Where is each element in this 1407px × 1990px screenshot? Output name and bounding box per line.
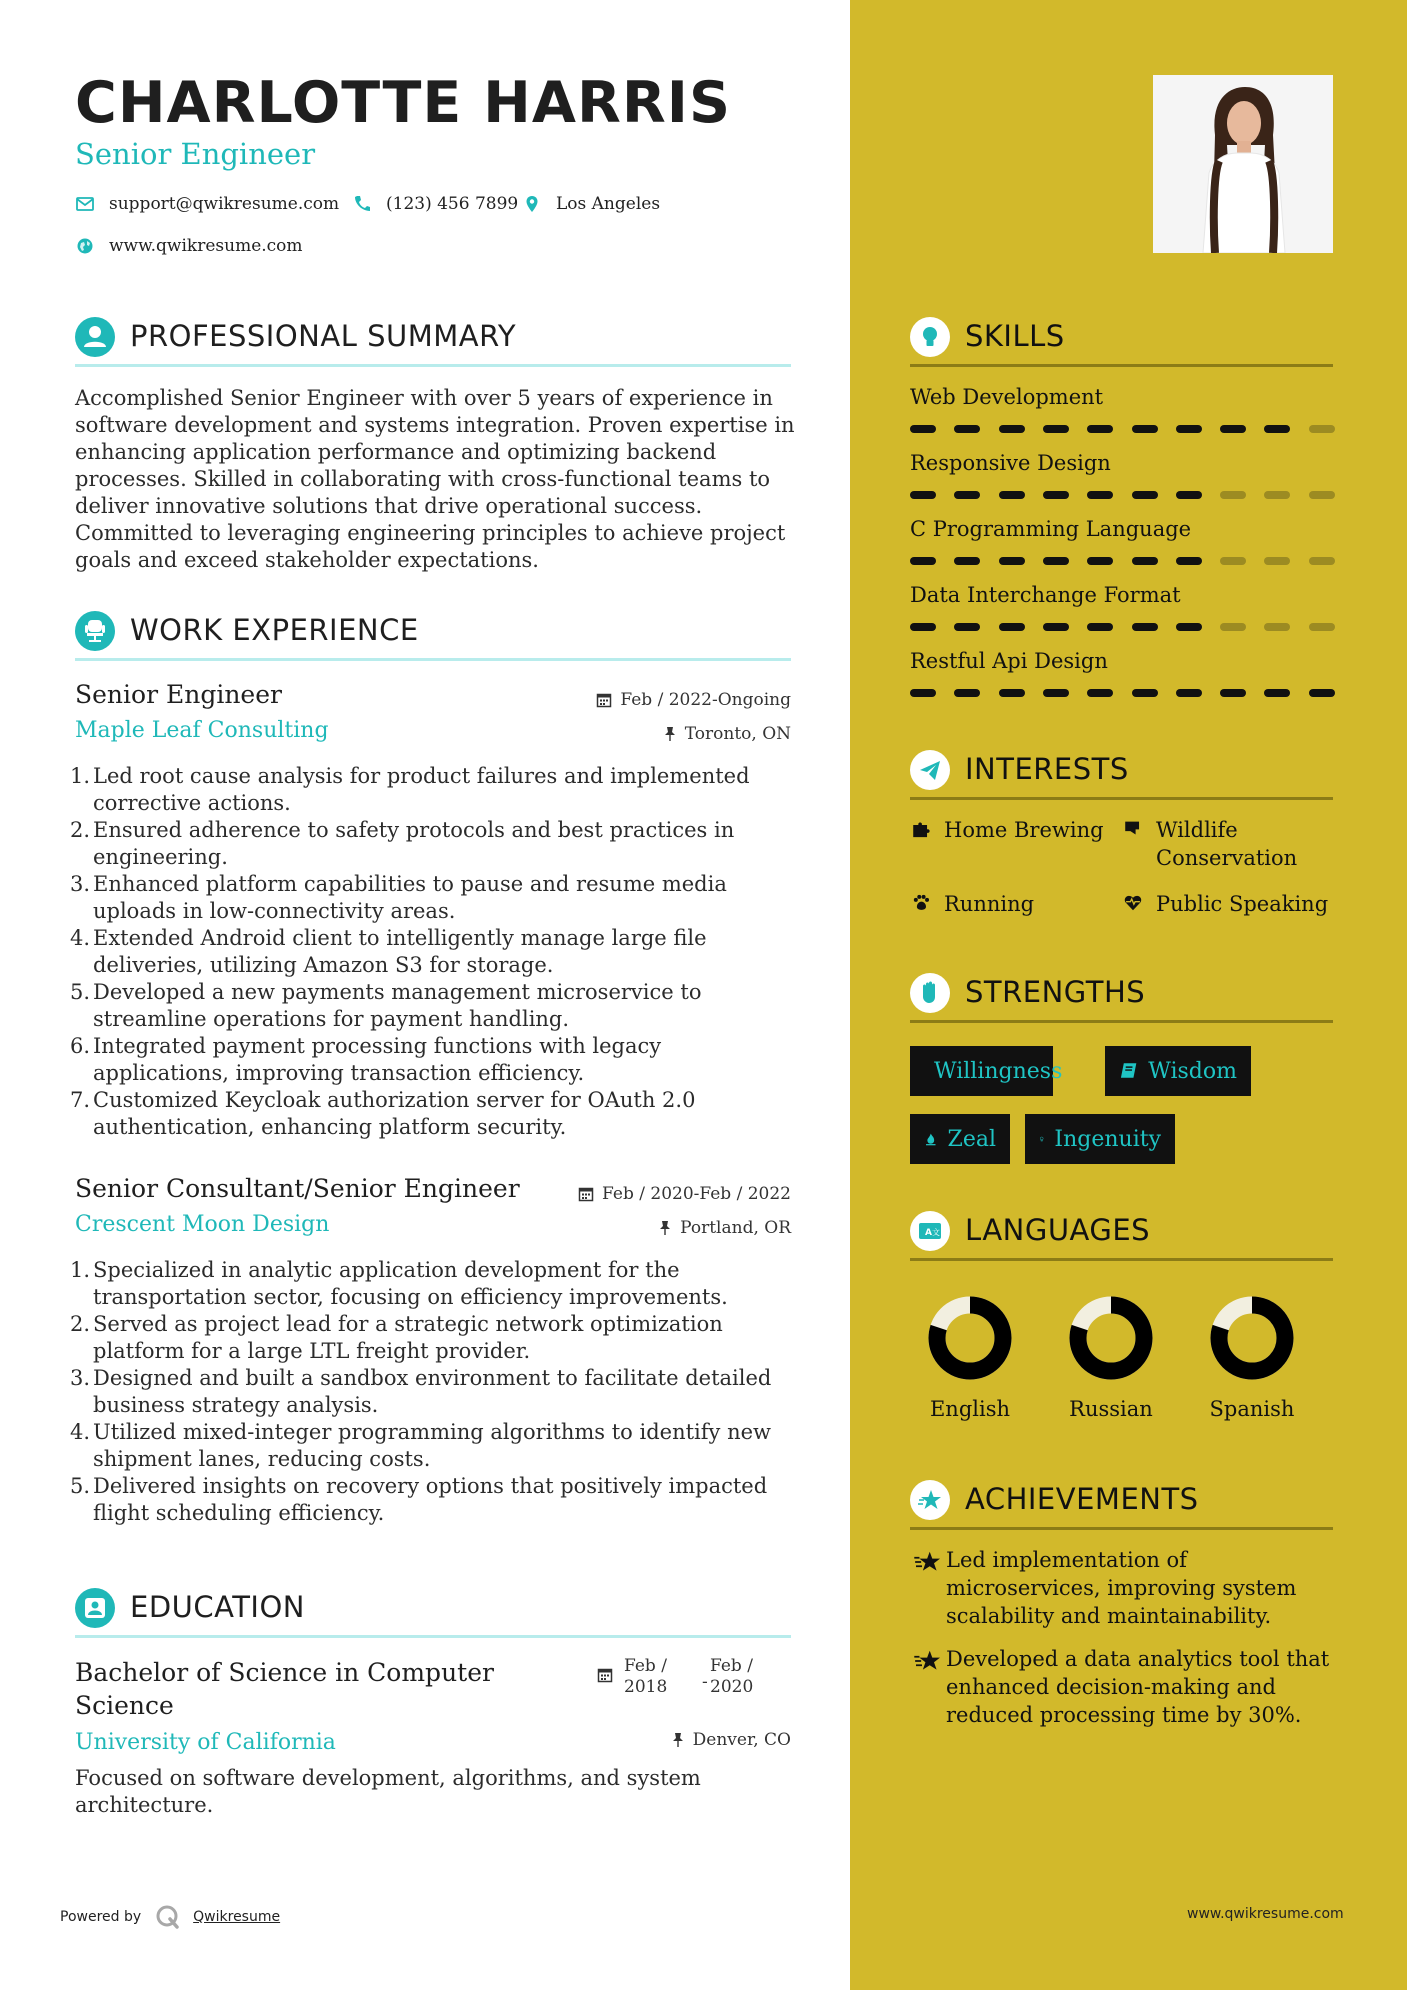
calendar-icon <box>596 692 612 708</box>
summary-section-header <box>75 307 791 367</box>
skill-dash <box>1087 689 1113 697</box>
edu-end-month: Feb / <box>710 1656 753 1676</box>
skill-dash <box>1043 491 1069 499</box>
flame-icon <box>924 1129 938 1149</box>
list-item: 5. Developed a new payments management microservice to streamline operations for payment handling. <box>70 980 702 1031</box>
skill-dash <box>910 623 936 631</box>
job-title: Senior Consultant/Senior Engineer <box>75 1174 520 1203</box>
skill-dash <box>999 491 1025 499</box>
strength-badge <box>910 1046 1063 1096</box>
skill-dash <box>910 557 936 565</box>
list-item: 4. Utilized mixed-integer programming algorithms to identify new shipment lanes, reducing costs. <box>70 1420 772 1471</box>
experience-heading: WORK EXPERIENCE <box>130 613 419 647</box>
language-icon <box>910 1211 950 1251</box>
education-heading: EDUCATION <box>130 1590 306 1624</box>
job-company: Crescent Moon Design <box>75 1212 330 1237</box>
lightbulb-icon <box>1039 1129 1044 1149</box>
skill-name: Restful Api Design <box>910 649 1108 673</box>
strength-label: Wisdom <box>1148 1058 1237 1084</box>
interest-item <box>910 890 1034 918</box>
list-item: 4. Extended Android client to intelligently manage large file deliveries, utilizing Amazon S3 for storage. <box>70 926 707 977</box>
pushpin-icon <box>671 1732 685 1748</box>
job-dates-text: Feb / 2022-Ongoing <box>620 690 791 710</box>
skill-dash <box>1043 557 1069 565</box>
interest-item <box>1122 816 1297 872</box>
edu-start-month: Feb / <box>624 1656 667 1676</box>
skill-dash <box>1043 623 1069 631</box>
heartbeat-icon <box>1122 890 1144 912</box>
skill-dash <box>1264 623 1290 631</box>
contact-website[interactable] <box>75 236 303 256</box>
skill-dash <box>1309 623 1335 631</box>
email-text[interactable]: support@qwikresume.com <box>109 194 340 214</box>
svg-text:文: 文 <box>932 1228 940 1237</box>
chair-icon <box>75 611 115 651</box>
summary-text: Accomplished Senior Engineer with over 5 years of experience in software development and systems integration. Proven expertise in enhancing application performance and optimizing backend processes. Skilled in collaborating with cross-functional teams to deliver innovative solutions that drive operational success. Committed to leveraging engineering principles to achieve project goals and exceed stakeholder expectations. <box>75 386 795 572</box>
calendar-icon <box>578 1186 594 1202</box>
powered-by-label: Powered by <box>60 1909 142 1925</box>
skill-rating <box>910 557 1334 565</box>
skill-dash <box>999 623 1025 631</box>
job-title: Senior Engineer <box>75 680 282 709</box>
user-icon <box>75 317 115 357</box>
skill-dash <box>1132 689 1158 697</box>
pushpin-icon <box>658 1220 672 1236</box>
degree-line: Science <box>75 1691 174 1720</box>
skill-dash <box>1132 491 1158 499</box>
job-location <box>658 1218 791 1238</box>
skill-dash <box>999 425 1025 433</box>
skill-dash <box>954 689 980 697</box>
job-location-text: Toronto, ON <box>684 724 791 744</box>
skill-dash <box>1176 557 1202 565</box>
footer-website[interactable]: www.qwikresume.com <box>1187 1906 1344 1922</box>
list-item: 1. Led root cause analysis for product failures and implemented corrective actions. <box>70 764 750 815</box>
strength-label: Zeal <box>947 1126 996 1152</box>
star-icon <box>910 1546 946 1574</box>
achievement-line: enhanced decision-making and <box>946 1675 1276 1699</box>
strengths-section-header <box>910 963 1333 1023</box>
star-icon <box>910 1645 946 1673</box>
languages-section-header <box>910 1201 1333 1261</box>
phone-icon <box>352 194 372 214</box>
job-dates <box>596 690 791 710</box>
skill-dash <box>1309 425 1335 433</box>
skill-dash <box>999 689 1025 697</box>
map-marker-icon <box>522 194 542 214</box>
skill-rating <box>910 491 1334 499</box>
qwikresume-logo-icon <box>155 1904 181 1930</box>
job-location <box>663 724 791 744</box>
skill-dash <box>1132 557 1158 565</box>
candidate-title: Senior Engineer <box>75 137 316 171</box>
skill-dash <box>1220 689 1246 697</box>
experience-section-header <box>75 601 791 661</box>
location-text: Los Angeles <box>556 194 661 214</box>
job-duties <box>68 1257 798 1527</box>
list-item: 3. Designed and built a sandbox environment to facilitate detailed business strategy analysis. <box>70 1366 772 1417</box>
skill-dash <box>1087 425 1113 433</box>
graduation-icon <box>75 1588 115 1628</box>
achievement-line: Developed a data analytics tool that <box>946 1647 1330 1671</box>
star-icon <box>910 1480 950 1520</box>
job-dates-text: Feb / 2020-Feb / 2022 <box>602 1184 791 1204</box>
skill-dash <box>1132 623 1158 631</box>
skill-rating <box>910 689 1334 697</box>
edu-start-date <box>624 1656 667 1698</box>
powered-by <box>60 1904 280 1930</box>
puzzle-icon <box>910 816 932 838</box>
phone-text[interactable]: (123) 456 7899 <box>386 194 519 214</box>
edu-date-dash: - <box>702 1672 708 1692</box>
skill-name: Data Interchange Format <box>910 583 1181 607</box>
skill-dash <box>1176 425 1202 433</box>
strength-badge <box>1105 1046 1251 1096</box>
skill-dash <box>1309 689 1335 697</box>
svg-text:A: A <box>925 1228 932 1238</box>
job-dates <box>578 1184 791 1204</box>
skill-dash <box>910 425 936 433</box>
skill-dash <box>1087 491 1113 499</box>
achievements-section-header <box>910 1470 1333 1530</box>
skill-dash <box>1264 425 1290 433</box>
skill-dash <box>1132 425 1158 433</box>
skill-dash <box>1043 689 1069 697</box>
interest-label: Home Brewing <box>944 818 1104 842</box>
strengths-heading: STRENGTHS <box>965 975 1146 1009</box>
achievement-item <box>910 1645 1334 1729</box>
skill-dash <box>1309 491 1335 499</box>
job-duties <box>68 763 798 1141</box>
list-item: 7. Customized Keycloak authorization server for OAuth 2.0 authentication, enhancing platform security. <box>70 1088 696 1139</box>
list-item: 1. Specialized in analytic application development for the transportation sector, focusing on efficiency improvements. <box>70 1258 728 1309</box>
paper-plane-icon <box>910 750 950 790</box>
interest-label: Public Speaking <box>1156 892 1329 916</box>
list-item: 3. Enhanced platform capabilities to pause and resume media uploads in low-connectivity areas. <box>70 872 727 923</box>
skill-dash <box>910 689 936 697</box>
edu-end-year: 2020 <box>710 1677 754 1697</box>
skill-dash <box>1264 491 1290 499</box>
book-icon <box>1119 1061 1138 1081</box>
skill-dash <box>954 623 980 631</box>
edu-start-year: 2018 <box>624 1677 668 1697</box>
lightbulb-icon <box>910 317 950 357</box>
list-item: 6. Integrated payment processing functions with legacy applications, improving transaction efficiency. <box>70 1034 662 1085</box>
contact-email[interactable] <box>75 194 339 214</box>
interest-item <box>910 816 1104 844</box>
interests-heading: INTERESTS <box>965 752 1129 786</box>
interest-item <box>1122 890 1328 918</box>
language-donuts <box>910 1290 1334 1390</box>
degree-line: Bachelor of Science in Computer <box>75 1658 494 1687</box>
candidate-name: CHARLOTTE HARRIS <box>75 70 731 136</box>
brand-link[interactable]: Qwikresume <box>193 1909 281 1925</box>
contact-location <box>522 194 660 214</box>
wildlife-icon <box>1122 816 1144 838</box>
school-name: University of California <box>75 1730 336 1755</box>
skill-rating <box>910 623 1334 631</box>
interest-label: Conservation <box>1156 846 1298 870</box>
hand-icon <box>910 973 950 1013</box>
skill-dash <box>1087 623 1113 631</box>
skill-dash <box>1087 557 1113 565</box>
education-section-header <box>75 1578 791 1638</box>
skill-dash <box>1176 689 1202 697</box>
achievement-line: microservices, improving system <box>946 1576 1297 1600</box>
skill-dash <box>1176 623 1202 631</box>
globe-icon <box>75 236 95 256</box>
skill-dash <box>1264 689 1290 697</box>
interest-label: Wildlife <box>1156 818 1238 842</box>
skill-dash <box>954 491 980 499</box>
list-item: 5. Delivered insights on recovery options that positively impacted flight scheduling efficiency. <box>70 1474 768 1525</box>
strength-badge <box>1025 1114 1175 1164</box>
skill-rating <box>910 425 1334 433</box>
skills-section-header <box>910 307 1333 367</box>
contact-phone[interactable] <box>352 194 518 214</box>
skill-name: Responsive Design <box>910 451 1111 475</box>
skill-dash <box>999 557 1025 565</box>
edu-location <box>671 1730 791 1750</box>
mail-icon <box>75 194 95 214</box>
edu-end-date <box>710 1656 753 1698</box>
edu-location-text: Denver, CO <box>692 1730 791 1750</box>
skill-dash <box>1220 557 1246 565</box>
strength-label: Ingenuity <box>1054 1126 1161 1152</box>
skill-dash <box>1220 491 1246 499</box>
interests-section-header <box>910 740 1333 800</box>
language-name: Spanish <box>1209 1397 1295 1421</box>
achievements-heading: ACHIEVEMENTS <box>965 1482 1199 1516</box>
paw-icon <box>910 890 932 912</box>
skill-dash <box>1264 557 1290 565</box>
skills-heading: SKILLS <box>965 319 1065 353</box>
skill-dash <box>1220 425 1246 433</box>
language-name: English <box>929 1397 1011 1421</box>
skill-dash <box>1043 425 1069 433</box>
website-text[interactable]: www.qwikresume.com <box>109 236 303 256</box>
list-item: 2. Served as project lead for a strategic network optimization platform for a large LTL freight provider. <box>70 1312 723 1363</box>
calendar-icon <box>597 1667 613 1687</box>
language-name: Russian <box>1069 1397 1153 1421</box>
achievement-line: scalability and maintainability. <box>946 1604 1272 1628</box>
skill-name: Web Development <box>910 385 1104 409</box>
interest-label: Running <box>944 892 1035 916</box>
strength-badge <box>910 1114 1010 1164</box>
skill-dash <box>954 557 980 565</box>
achievement-line: reduced processing time by 30%. <box>946 1703 1302 1727</box>
summary-heading: PROFESSIONAL SUMMARY <box>130 319 517 353</box>
languages-heading: LANGUAGES <box>965 1213 1151 1247</box>
achievement-line: Led implementation of <box>946 1548 1187 1572</box>
pushpin-icon <box>663 726 677 742</box>
achievement-item <box>910 1546 1334 1630</box>
education-description: Focused on software development, algorithms, and system architecture. <box>75 1766 701 1817</box>
profile-photo <box>1153 75 1333 253</box>
skill-dash <box>1309 557 1335 565</box>
list-item: 2. Ensured adherence to safety protocols and best practices in engineering. <box>70 818 735 869</box>
job-company: Maple Leaf Consulting <box>75 718 329 743</box>
job-location-text: Portland, OR <box>680 1218 791 1238</box>
skill-dash <box>954 425 980 433</box>
skill-dash <box>1176 491 1202 499</box>
skill-name: C Programming Language <box>910 517 1192 541</box>
skill-dash <box>910 491 936 499</box>
strength-label: Willingness <box>934 1058 1063 1084</box>
degree-title <box>75 1656 494 1722</box>
skill-dash <box>1220 623 1246 631</box>
